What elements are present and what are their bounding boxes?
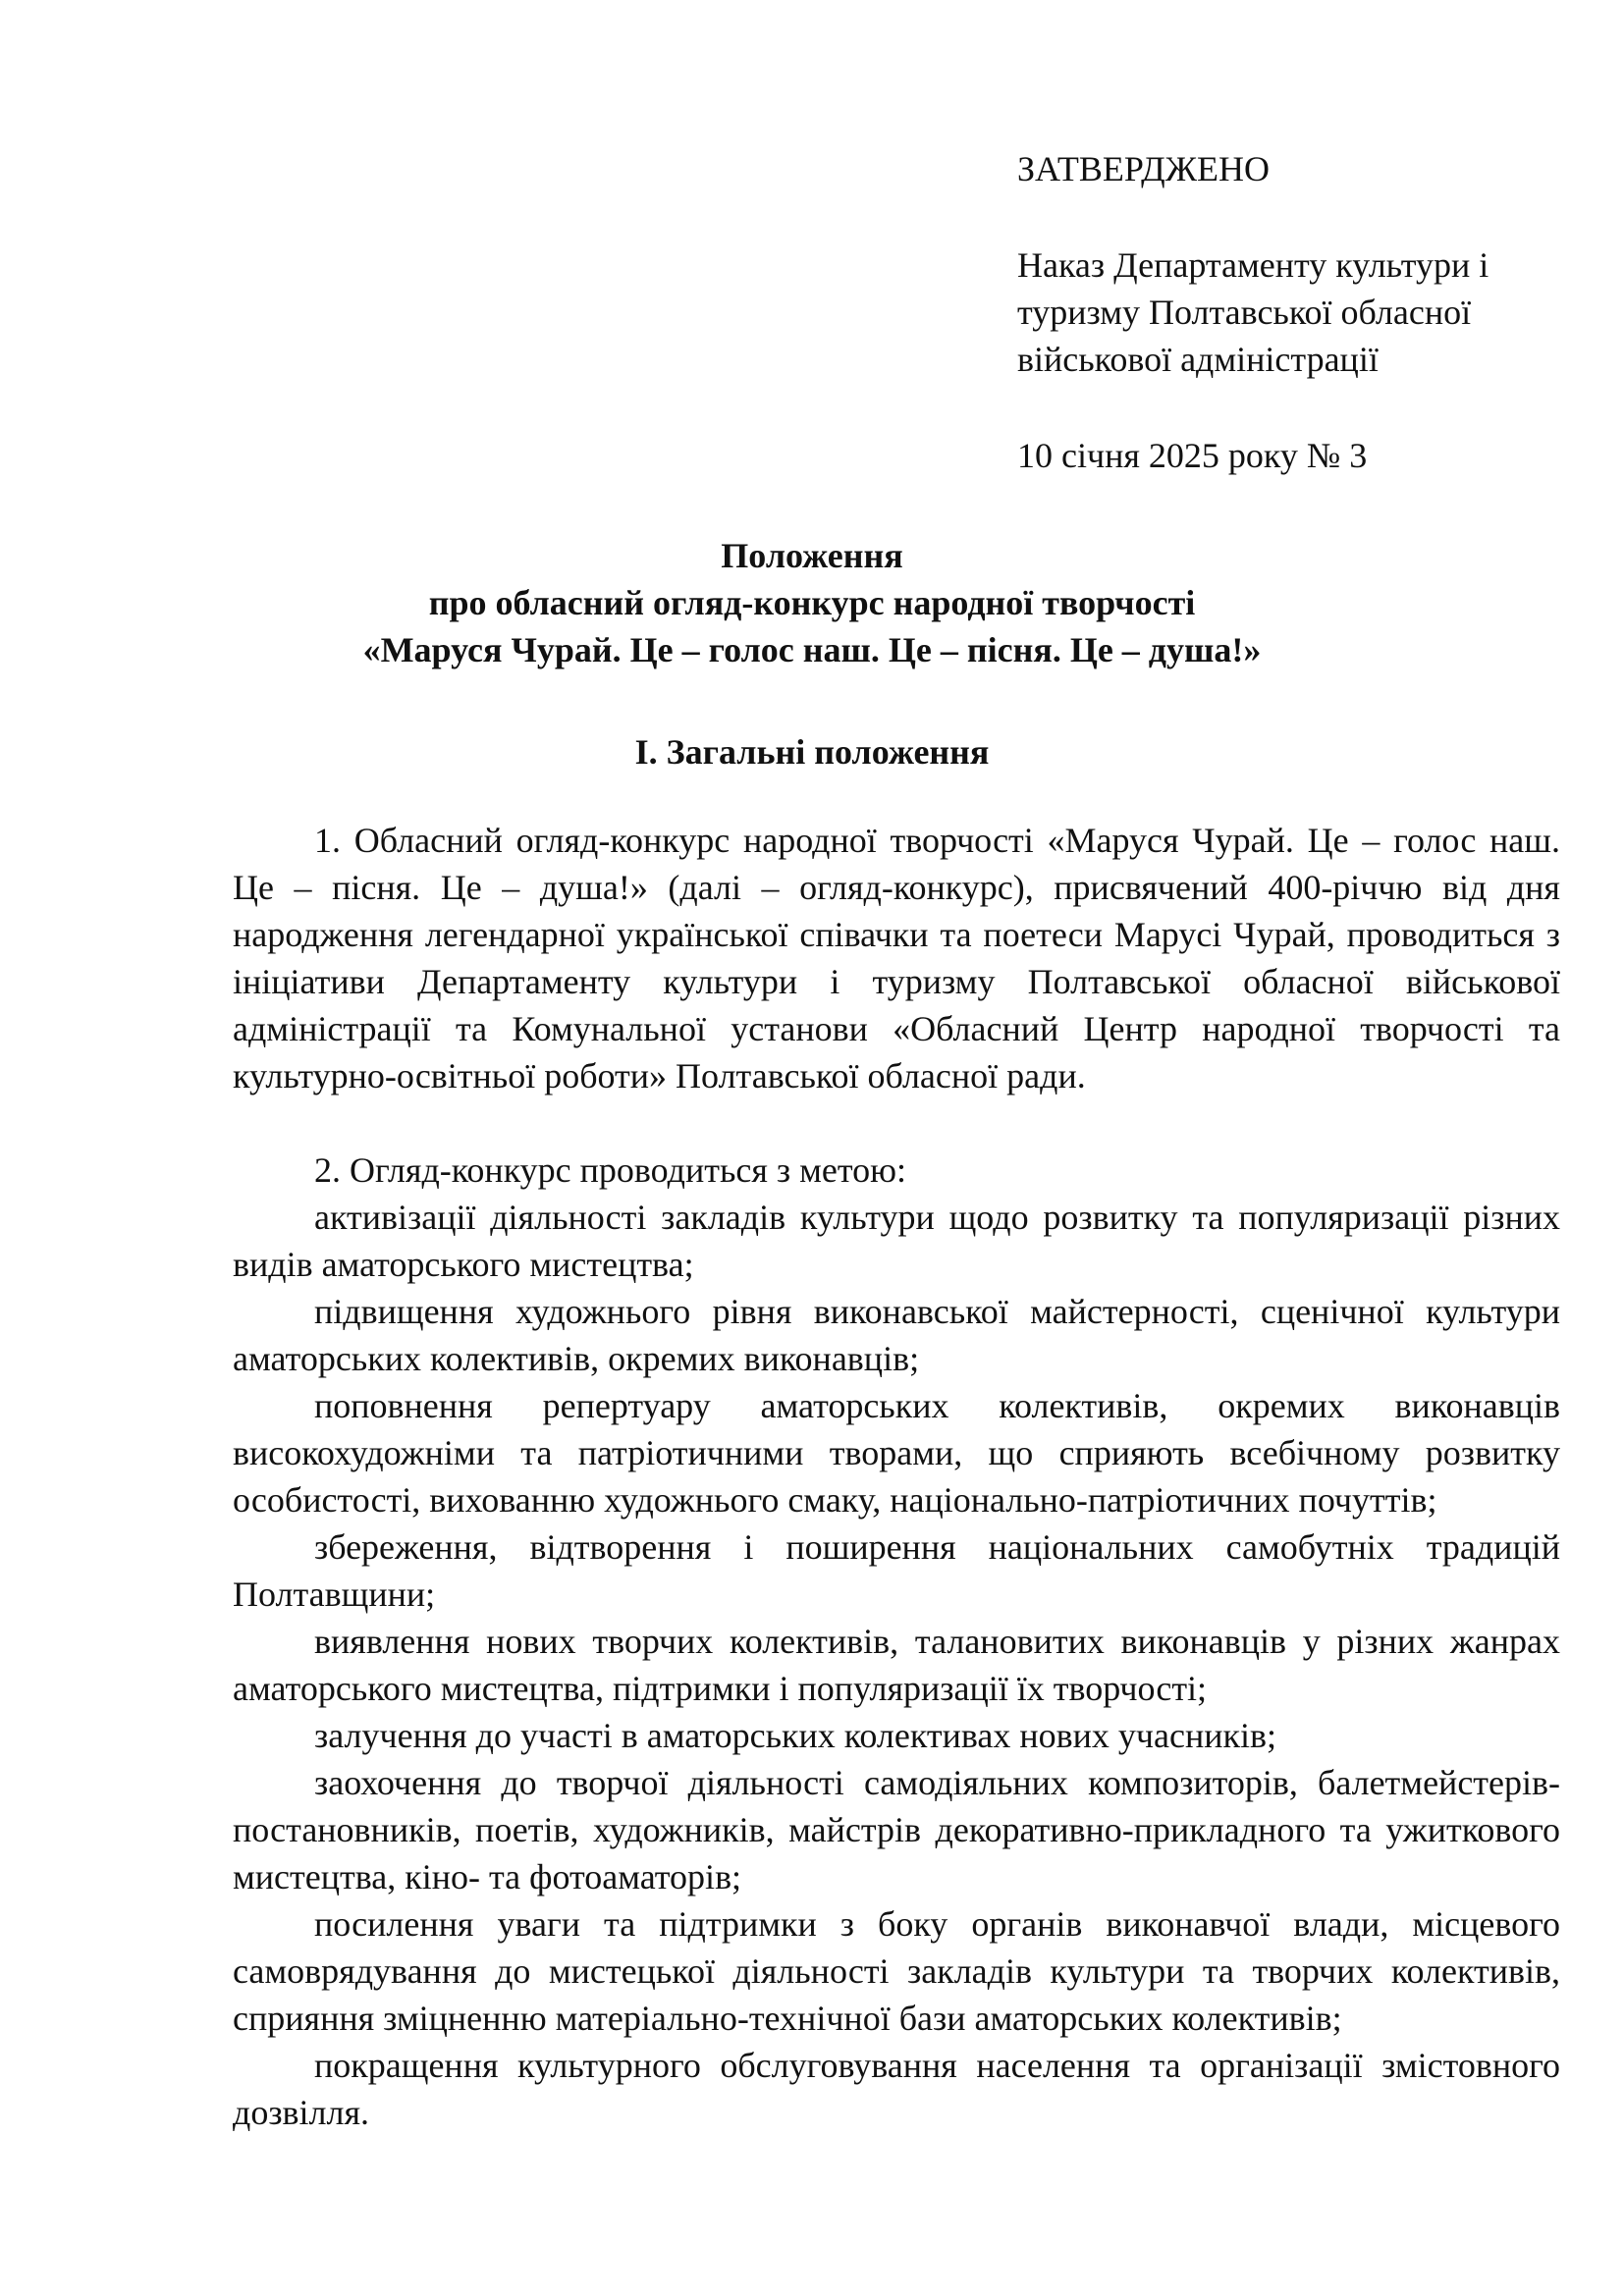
order-line-1: Наказ Департаменту культури і (1017, 245, 1489, 285)
goal-item: активізації діяльності закладів культури щодо розвитку та популяризації різних видів аматорського мистецтва; (233, 1198, 1560, 1284)
order-line-3: військової адміністрації (1017, 340, 1379, 379)
title-line-2: про обласний огляд-конкурс народної творчості (428, 583, 1196, 622)
goal-item: посилення уваги та підтримки з боку органів виконавчої влади, місцевого самоврядування до мистецької діяльності закладів культури та творчих колективів, сприяння зміцненню матеріально-технічної бази аматорських колективів; (233, 1904, 1560, 2038)
approval-stamp-block (1017, 145, 1567, 479)
paragraph-1: 1. Обласний огляд-конкурс народної творчості «Маруся Чурай. Це – голос наш. Це – пісня. Це – душа!» (далі – огляд-конкурс), присвячений 400-річчю від дня народження легендарної української співачки та поетеси Марусі Чурай, проводиться з ініціативи Департаменту культури і туризму Полтавської обласної військової адміністрації та Комунальної установи «Обласний Центр народної творчості та культурно-освітньої роботи» Полтавської обласної ради. (233, 821, 1560, 1095)
goal-item: виявлення нових творчих колективів, талановитих виконавців у різних жанрах аматорського мистецтва, підтримки і популяризації їх творчості; (233, 1622, 1560, 1708)
order-date-number: 10 січня 2025 року № 3 (1017, 436, 1368, 475)
goal-item: збереження, відтворення і поширення національних самобутніх традицій Полтавщини; (233, 1527, 1560, 1614)
goal-item: підвищення художнього рівня виконавської майстерності, сценічної культури аматорських колективів, окремих виконавців; (233, 1292, 1560, 1378)
goal-item: покращення культурного обслуговування населення та організації змістовного дозвілля. (233, 2046, 1560, 2132)
goal-item: заохочення до творчої діяльності самодіяльних композиторів, балетмейстерів-постановників, поетів, художників, майстрів декоративно-прикладного та ужиткового мистецтва, кіно- та фотоаматорів; (233, 1763, 1560, 1896)
title-line-3: «Маруся Чурай. Це – голос наш. Це – пісня. Це – душа!» (362, 630, 1262, 669)
title-line-1: Положення (721, 536, 903, 575)
paragraph-2-intro: 2. Огляд-конкурс проводиться з метою: (314, 1150, 907, 1190)
goal-item: залучення до участі в аматорських колективах нових учасників; (314, 1716, 1276, 1755)
document-body (233, 817, 1560, 2136)
order-line-2: туризму Полтавської обласної (1017, 293, 1472, 332)
approved-label: ЗАТВЕРДЖЕНО (1017, 149, 1270, 188)
section-heading: І. Загальні положення (634, 732, 990, 772)
goal-item: поповнення репертуару аматорських колективів, окремих виконавців високохудожніми та патріотичними творами, що сприяють всебічному розвитку особистості, вихованню художнього смаку, національно-патріотичних почуттів; (233, 1386, 1560, 1520)
document-title (0, 532, 1624, 673)
